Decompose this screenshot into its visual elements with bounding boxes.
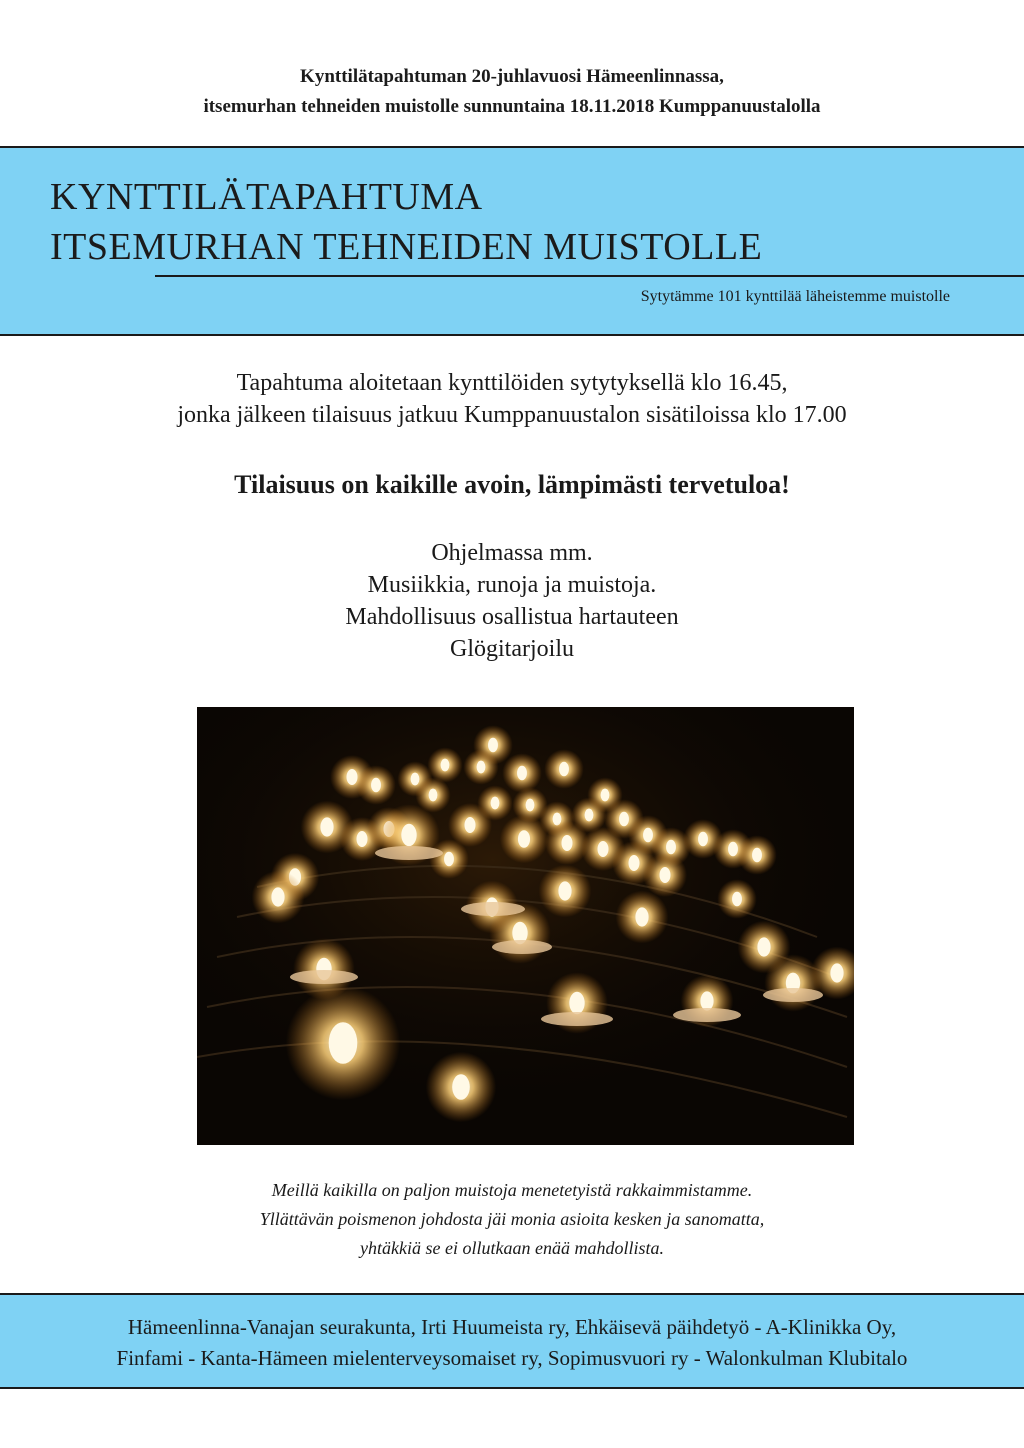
candles-photo [197, 707, 854, 1145]
tealight-cup [673, 1008, 741, 1022]
candle-flame [477, 761, 486, 774]
intro-line-2: itsemurhan tehneiden muistolle sunnuntaina 18.11.2018 Kumppanuustalolla [203, 96, 821, 117]
program-item: Musiikkia, runoja ja muistoja. [367, 572, 657, 598]
candle-flame [752, 848, 762, 862]
welcome-text: Tilaisuus on kaikille avoin, lämpimästi tervetuloa! [234, 470, 790, 499]
candle-flame [429, 789, 438, 802]
candle-flame [488, 738, 498, 752]
candle-flame [700, 991, 713, 1010]
quote-line-2: Yllättävän poismenon johdosta jäi monia asioita kesken ja sanomatta, [259, 1209, 765, 1229]
candle-flame [347, 769, 358, 785]
program-item: Mahdollisuus osallistua hartauteen [345, 604, 679, 630]
banner-divider [155, 275, 1024, 277]
title-banner [0, 146, 1024, 336]
candle-flame [585, 809, 594, 822]
candle-flame [371, 778, 381, 792]
candle-flame [444, 852, 454, 866]
footer-line-2: Finfami - Kanta-Hämeen mielenterveysomaiset ry, Sopimusvuori ry - Walonkulman Klubitalo [116, 1346, 908, 1370]
program-list [0, 537, 1024, 665]
candle-flame [569, 992, 584, 1014]
candle-flame [559, 762, 569, 776]
candle-flame [491, 797, 500, 810]
intro-text [0, 62, 1024, 122]
candle-flame [757, 937, 770, 956]
candle-flame [629, 855, 640, 871]
tealight-cup [492, 940, 552, 954]
candles-illustration [197, 707, 854, 1145]
candle-flame [732, 892, 742, 906]
candle-flame [635, 907, 648, 926]
candle-flame [558, 881, 571, 900]
intro-line-1: Kynttilätapahtuman 20-juhlavuosi Hämeenlinnassa, [300, 66, 724, 87]
tealight-cup [763, 988, 823, 1002]
candle-flame [698, 832, 708, 846]
candle-flame [643, 828, 653, 842]
tealight-cup [290, 970, 358, 984]
candle-flame [660, 867, 671, 883]
candle-flame [518, 830, 530, 848]
tealight-cup [541, 1012, 613, 1026]
footer-line-1: Hämeenlinna-Vanajan seurakunta, Irti Huumeista ry, Ehkäisevä päihdetyö - A-Klinikka Oy, [127, 1315, 897, 1339]
candle-flame [619, 812, 629, 826]
candle-flame [666, 840, 676, 854]
candle-flame [320, 817, 333, 836]
candle-flame [465, 817, 476, 833]
candle-flame [271, 887, 284, 906]
program-heading: Ohjelmassa mm. [431, 540, 593, 566]
quote-text [0, 1176, 1024, 1263]
candle-flame [452, 1074, 470, 1100]
quote-line-3: yhtäkkiä se ei ollutkaan enää mahdollista. [360, 1238, 664, 1258]
tealight-cup [461, 902, 525, 916]
candle-flame [728, 842, 738, 856]
candle-flame [517, 766, 527, 780]
candle-flame [598, 841, 609, 857]
start-line-2: jonka jälkeen tilaisuus jatkuu Kumppanuustalon sisätiloissa klo 17.00 [177, 402, 847, 428]
start-line-1: Tapahtuma aloitetaan kynttilöiden sytytyksellä klo 16.45, [236, 370, 788, 396]
banner-title-line-1: KYNTTILÄTAPAHTUMA [50, 176, 483, 218]
candle-flame [357, 831, 368, 847]
banner-title [50, 172, 762, 272]
candle-flame [830, 963, 843, 982]
quote-line-1: Meillä kaikilla on paljon muistoja menetetyistä rakkaimmistamme. [271, 1180, 753, 1200]
candle-flame [329, 1022, 358, 1064]
organizers-footer [0, 1293, 1024, 1389]
candle-flame [601, 789, 610, 802]
banner-subtitle: Sytytämme 101 kynttilää läheistemme muistolle [640, 288, 950, 305]
candle-flame [441, 759, 450, 772]
tealight-cup [375, 846, 443, 860]
candle-flame [526, 799, 535, 812]
banner-title-line-2: ITSEMURHAN TEHNEIDEN MUISTOLLE [50, 226, 763, 268]
program-item: Glögitarjoilu [450, 636, 574, 662]
candle-flame [562, 835, 573, 851]
candle-flame [401, 824, 416, 846]
start-info [0, 367, 1024, 431]
candle-flame [411, 773, 420, 786]
